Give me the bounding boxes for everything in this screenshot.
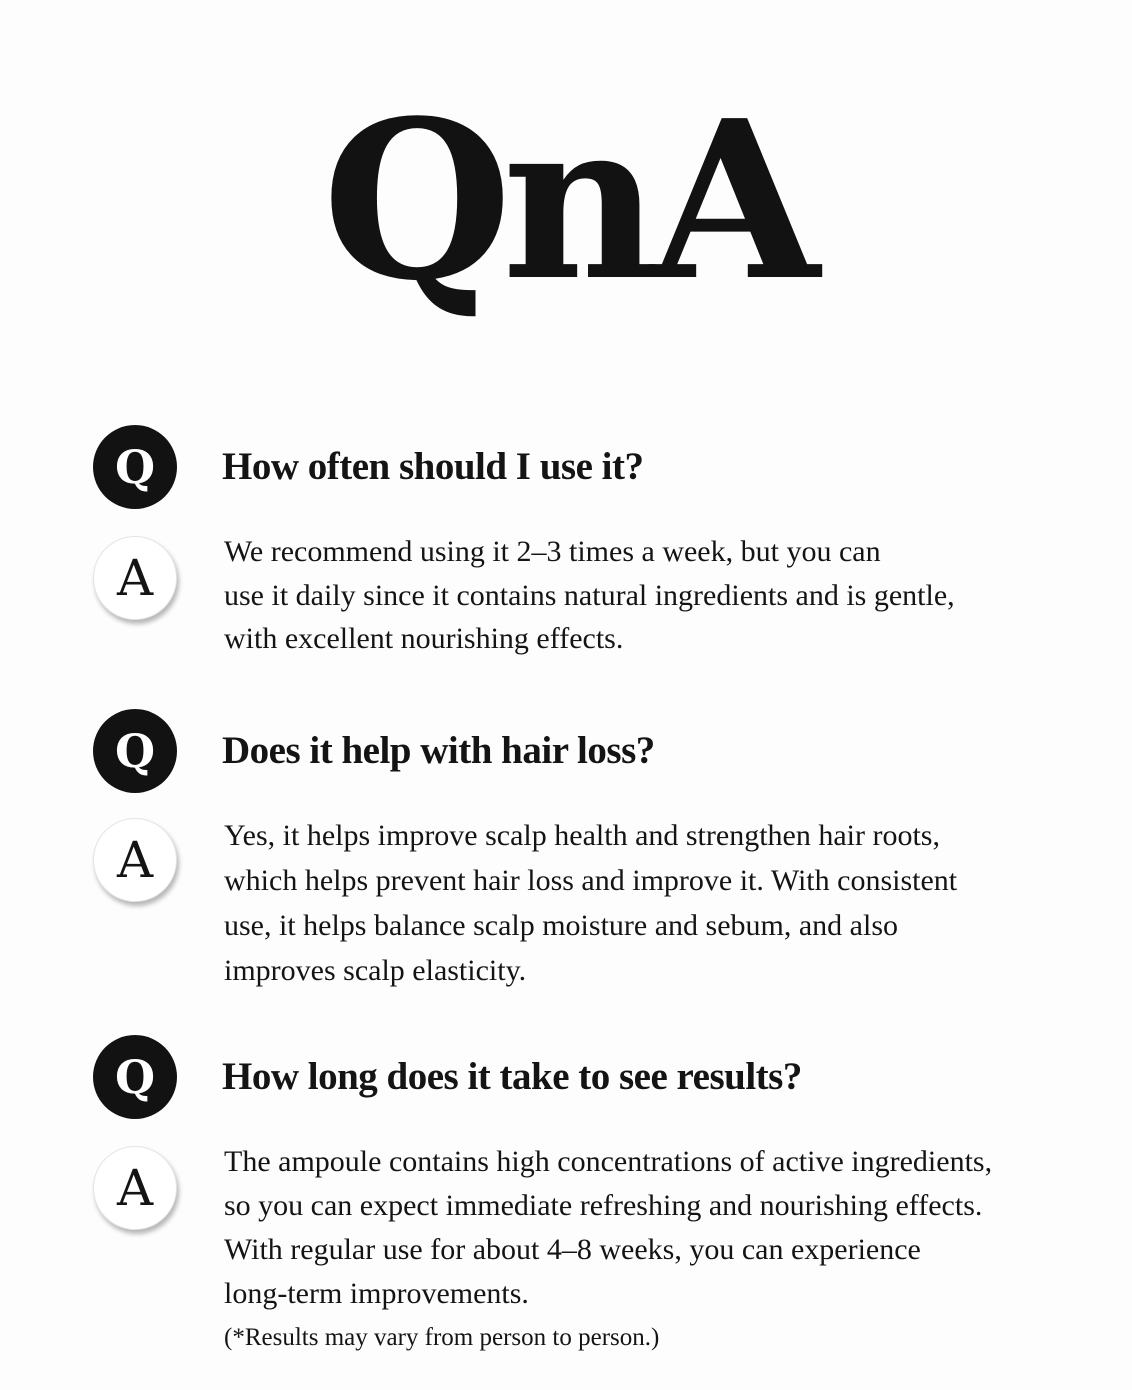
- answer-text: [224, 813, 957, 993]
- answer-line: so you can expect immediate refreshing and nourishing effects.: [224, 1189, 983, 1222]
- question-badge: Q: [93, 709, 177, 793]
- answer-line: The ampoule contains high concentrations of active ingredients,: [224, 1145, 993, 1178]
- answer-line: use it daily since it contains natural ingredients and is gentle,: [224, 578, 955, 612]
- answer-line: with excellent nourishing effects.: [224, 622, 624, 655]
- answer-text: [224, 530, 955, 661]
- answer-badge: A: [93, 536, 177, 620]
- answer-line: long-term improvements.: [224, 1277, 529, 1310]
- answer-line: use, it helps balance scalp moisture and sebum, and also: [224, 909, 898, 942]
- question-text: How long does it take to see results?: [222, 1055, 802, 1098]
- page-title: QnA: [322, 73, 810, 329]
- answer-line: We recommend using it 2–3 times a week, but you can: [224, 535, 881, 568]
- question-text: Does it help with hair loss?: [222, 729, 655, 772]
- question-badge: Q: [93, 1035, 177, 1119]
- question-badge: Q: [93, 425, 177, 509]
- answer-line: With regular use for about 4–8 weeks, you can experience: [224, 1233, 921, 1266]
- answer-line: Yes, it helps improve scalp health and strengthen hair roots,: [224, 819, 940, 852]
- answer-line: improves scalp elasticity.: [224, 954, 527, 987]
- answer-line: which helps prevent hair loss and improve it. With consistent: [224, 864, 958, 897]
- disclaimer-note: (*Results may vary from person to person.): [224, 1324, 660, 1351]
- answer-badge: A: [93, 1146, 177, 1230]
- answer-badge: A: [93, 818, 177, 902]
- question-text: How often should I use it?: [222, 445, 644, 488]
- answer-text: [224, 1140, 992, 1360]
